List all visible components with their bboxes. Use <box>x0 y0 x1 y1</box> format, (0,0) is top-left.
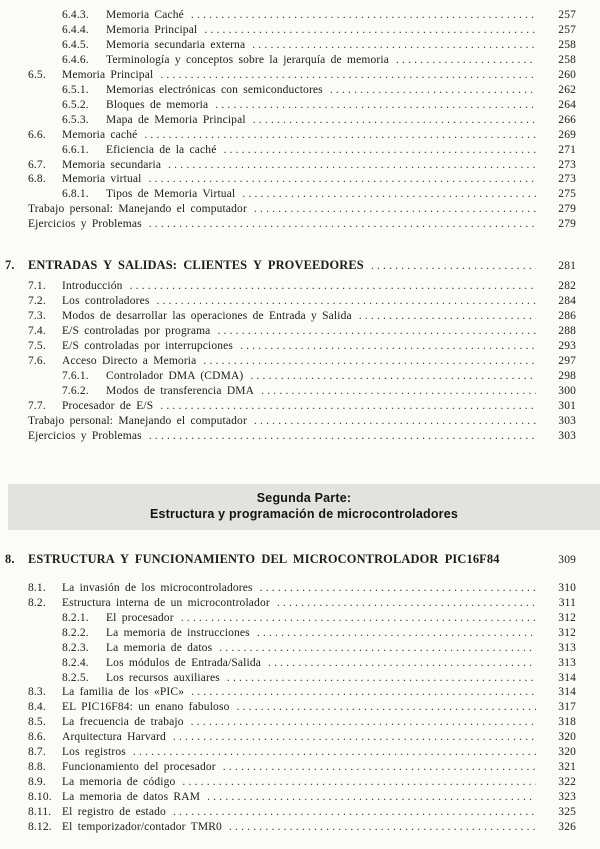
toc-row <box>0 700 600 715</box>
toc-row <box>0 760 600 775</box>
toc-row <box>0 399 600 414</box>
entry-page: 286 <box>558 310 576 323</box>
entry-title: La memoria de datos RAM <box>62 791 201 804</box>
entry-number: 7.5. <box>28 340 46 353</box>
entry-number: 8.10. <box>28 791 52 804</box>
dot-leader <box>268 656 536 671</box>
entry-page: 273 <box>558 158 576 171</box>
entry-title: Memoria Principal <box>62 68 154 81</box>
chapter-heading <box>0 257 600 275</box>
dot-leader <box>144 128 536 143</box>
entry-number: 6.6.1. <box>62 143 89 156</box>
toc-row <box>0 685 600 700</box>
toc-row <box>0 324 600 339</box>
dot-leader <box>217 324 536 339</box>
entry-number: 7.4. <box>28 325 46 338</box>
entry-page: 312 <box>558 611 576 624</box>
toc-row <box>0 172 600 187</box>
toc-row <box>0 68 600 83</box>
chapter7-entries <box>0 279 600 443</box>
entry-title: Trabajo personal: Manejando el computador <box>28 203 247 216</box>
entry-title: Memoria Principal <box>106 23 198 36</box>
entry-title: Los módulos de Entrada/Salida <box>106 656 261 669</box>
entry-title: Los recursos auxiliares <box>106 671 220 684</box>
entry-number: 7.1. <box>28 280 46 293</box>
entry-title: Los registros <box>62 746 126 759</box>
entry-number: 8.4. <box>28 701 46 714</box>
toc-row <box>0 730 600 745</box>
entry-title: Los controladores <box>62 295 150 308</box>
dot-leader <box>191 715 536 730</box>
toc-row <box>0 339 600 354</box>
entry-title: Terminología y conceptos sobre la jerarquía de memoria <box>106 53 389 66</box>
entry-page: 257 <box>558 9 576 21</box>
toc-row <box>0 790 600 805</box>
dot-leader <box>149 217 536 232</box>
entry-title: La invasión de los microcontroladores <box>62 581 253 594</box>
dot-leader <box>191 8 536 23</box>
dot-leader <box>215 98 536 113</box>
toc-row <box>0 384 600 399</box>
dot-leader <box>254 414 536 429</box>
entry-page: 258 <box>558 53 576 66</box>
part-divider-line1: Segunda Parte: <box>256 490 352 505</box>
dot-leader <box>229 820 536 835</box>
toc-row <box>0 23 600 38</box>
entry-number: 7. <box>5 258 15 273</box>
entry-title: Eficiencia de la caché <box>106 143 217 156</box>
entry-page: 317 <box>558 701 576 714</box>
entry-title: Controlador DMA (CDMA) <box>106 370 244 383</box>
entry-title: La frecuencia de trabajo <box>62 716 184 729</box>
entry-number: 6.5.2. <box>62 98 89 111</box>
toc-row <box>0 53 600 68</box>
entry-number: 6.8.1. <box>62 188 89 201</box>
dot-leader <box>261 384 536 399</box>
toc-row <box>0 641 600 656</box>
entry-number: 8.12. <box>28 821 52 834</box>
entry-page: 318 <box>558 716 576 729</box>
toc-row <box>0 611 600 626</box>
entry-page: 313 <box>558 641 576 654</box>
dot-leader <box>160 68 536 83</box>
entry-title: E/S controladas por interrupciones <box>62 340 234 353</box>
toc-row <box>0 83 600 98</box>
toc-row <box>0 128 600 143</box>
entry-page: 320 <box>558 746 576 759</box>
entry-number: 8.7. <box>28 746 46 759</box>
entry-page: 288 <box>558 325 576 338</box>
entry-page: 326 <box>558 821 576 834</box>
entry-number: 8.1. <box>28 581 46 594</box>
entry-title: Modos de transferencia DMA <box>106 384 255 397</box>
entry-title: La memoria de datos <box>106 641 213 654</box>
dot-leader <box>359 309 536 324</box>
toc-row <box>0 656 600 671</box>
dot-leader <box>227 671 536 686</box>
entry-number: 7.6. <box>28 355 46 368</box>
entry-page: 264 <box>558 98 576 111</box>
entry-page: 279 <box>558 203 576 216</box>
entry-page: 279 <box>558 218 576 231</box>
dot-leader <box>203 354 536 369</box>
entry-page: 275 <box>558 188 576 201</box>
entry-number: 7.3. <box>28 310 46 323</box>
dot-leader <box>252 38 536 53</box>
entry-page: 323 <box>558 791 576 804</box>
dot-leader <box>250 369 536 384</box>
toc-row <box>0 113 600 128</box>
toc-row <box>0 158 600 173</box>
chapter-heading <box>0 551 600 569</box>
entry-title: Procesador de E/S <box>62 399 154 412</box>
toc-row <box>0 429 600 444</box>
dot-leader <box>257 626 536 641</box>
entry-page: 313 <box>558 656 576 669</box>
toc-row <box>0 202 600 217</box>
dot-leader <box>277 596 536 611</box>
entry-number: 6.5. <box>28 68 46 81</box>
toc-row <box>0 745 600 760</box>
chapter6-entries <box>0 8 600 232</box>
entry-page: 284 <box>558 295 576 308</box>
entry-title: Trabajo personal: Manejando el computador <box>28 414 247 427</box>
dot-leader <box>191 685 536 700</box>
entry-number: 8.11. <box>28 806 52 819</box>
entry-number: 6.6. <box>28 128 46 141</box>
entry-page: 312 <box>558 626 576 639</box>
entry-title: Ejercicios y Problemas <box>28 429 142 442</box>
entry-page: 282 <box>558 280 576 293</box>
entry-title: Memoria virtual <box>62 173 142 186</box>
entry-page: 271 <box>558 143 576 156</box>
entry-page: 325 <box>558 806 576 819</box>
entry-number: 6.5.1. <box>62 83 89 96</box>
dot-leader <box>330 83 536 98</box>
dot-leader <box>204 23 536 38</box>
dot-leader <box>156 294 536 309</box>
part-divider-line2: Estructura y programación de microcontroladores <box>149 507 459 522</box>
toc-row <box>0 626 600 641</box>
dot-leader <box>173 730 536 745</box>
dot-leader <box>240 339 536 354</box>
entry-number: 6.7. <box>28 158 46 171</box>
entry-number: 7.6.2. <box>62 384 89 397</box>
toc-row <box>0 8 600 23</box>
toc-row <box>0 187 600 202</box>
entry-title: Estructura interna de un microcontrolador <box>62 596 270 609</box>
entry-title: Memoria Caché <box>106 9 184 21</box>
entry-number: 8.2.5. <box>62 671 89 684</box>
toc-row <box>0 414 600 429</box>
entry-number: 8.5. <box>28 716 46 729</box>
entry-page: 269 <box>558 128 576 141</box>
entry-page: 300 <box>558 384 576 397</box>
entry-page: 303 <box>558 414 576 427</box>
entry-number: 8.2.4. <box>62 656 89 669</box>
toc-row <box>0 354 600 369</box>
toc-row <box>0 805 600 820</box>
entry-page: 257 <box>558 23 576 36</box>
toc-row <box>0 775 600 790</box>
entry-title: ENTRADAS Y SALIDAS: CLIENTES Y PROVEEDORES <box>28 258 364 273</box>
dot-leader <box>168 158 536 173</box>
entry-number: 6.4.5. <box>62 38 89 51</box>
entry-page: 314 <box>558 671 576 684</box>
entry-title: Memorias electrónicas con semiconductores <box>106 83 323 96</box>
chapter8-entries <box>0 581 600 835</box>
toc-row <box>0 143 600 158</box>
entry-title: Arquitectura Harvard <box>62 731 166 744</box>
entry-page: 298 <box>558 370 576 383</box>
dot-leader <box>260 581 536 596</box>
toc-row <box>0 294 600 309</box>
dot-leader <box>219 641 536 656</box>
entry-title: Memoria secundaria externa <box>106 38 246 51</box>
dot-leader <box>149 429 536 444</box>
toc-row <box>0 279 600 294</box>
entry-number: 6.4.3. <box>62 9 89 21</box>
entry-page: 260 <box>558 68 576 81</box>
entry-page: 303 <box>558 429 576 442</box>
entry-number: 8. <box>5 551 15 566</box>
dot-leader <box>223 760 536 775</box>
toc-row <box>0 596 600 611</box>
entry-number: 6.4.4. <box>62 23 89 36</box>
entry-page: 309 <box>558 553 576 566</box>
dot-leader <box>371 257 536 275</box>
entry-title: La memoria de código <box>62 776 176 789</box>
entry-number: 8.2. <box>28 596 46 609</box>
dot-leader <box>182 775 536 790</box>
dot-leader <box>149 172 537 187</box>
entry-number: 8.2.1. <box>62 611 89 624</box>
dot-leader <box>130 279 536 294</box>
entry-title: El procesador <box>106 611 174 624</box>
entry-title: Bloques de memoria <box>106 98 209 111</box>
entry-title: El registro de estado <box>62 806 166 819</box>
entry-page: 320 <box>558 731 576 744</box>
dot-leader <box>207 790 536 805</box>
entry-page: 262 <box>558 83 576 96</box>
entry-title: Mapa de Memoria Principal <box>106 113 246 126</box>
entry-number: 6.4.6. <box>62 53 89 66</box>
entry-page: 321 <box>558 761 576 774</box>
dot-leader <box>242 187 536 202</box>
entry-number: 8.2.3. <box>62 641 89 654</box>
entry-number: 6.8. <box>28 173 46 186</box>
entry-page: 293 <box>558 340 576 353</box>
toc-row <box>0 217 600 232</box>
entry-page: 322 <box>558 776 576 789</box>
entry-page: 281 <box>558 260 576 273</box>
toc-row <box>0 369 600 384</box>
entry-title: E/S controladas por programa <box>62 325 211 338</box>
part-divider-banner <box>8 484 600 530</box>
dot-leader <box>223 143 536 158</box>
entry-title: La familia de los «PIC» <box>62 686 185 699</box>
entry-page: 310 <box>558 581 576 594</box>
dot-leader <box>253 113 536 128</box>
dot-leader <box>236 700 536 715</box>
entry-number: 8.2.2. <box>62 626 89 639</box>
dot-leader <box>133 745 536 760</box>
entry-title: ESTRUCTURA Y FUNCIONAMIENTO DEL MICROCONTROLADOR PIC16F84 <box>28 551 500 566</box>
dot-leader <box>173 805 536 820</box>
entry-page: 314 <box>558 686 576 699</box>
entry-page: 297 <box>558 355 576 368</box>
entry-number: 7.7. <box>28 399 46 412</box>
entry-title: Funcionamiento del procesador <box>62 761 216 774</box>
entry-page: 258 <box>558 38 576 51</box>
dot-leader <box>181 611 536 626</box>
entry-number: 7.2. <box>28 295 46 308</box>
entry-title: Modos de desarrollar las operaciones de Entrada y Salida <box>62 310 352 323</box>
toc-row <box>0 38 600 53</box>
entry-page: 311 <box>558 596 576 609</box>
entry-number: 8.3. <box>28 686 46 699</box>
entry-page: 301 <box>558 399 576 412</box>
dot-leader <box>396 53 536 68</box>
entry-number: 6.5.3. <box>62 113 89 126</box>
entry-title: Memoria secundaria <box>62 158 162 171</box>
entry-page: 273 <box>558 173 576 186</box>
entry-number: 7.6.1. <box>62 370 89 383</box>
entry-page: 266 <box>558 113 576 126</box>
entry-number: 8.9. <box>28 776 46 789</box>
entry-title: El temporizador/contador TMR0 <box>62 821 222 834</box>
entry-title: Memoria caché <box>62 128 138 141</box>
dot-leader <box>254 202 536 217</box>
dot-leader <box>160 399 536 414</box>
toc-row <box>0 581 600 596</box>
entry-title: EL PIC16F84: un enano fabuloso <box>62 701 230 714</box>
entry-title: Tipos de Memoria Virtual <box>106 188 236 201</box>
toc-row <box>0 715 600 730</box>
entry-title: Acceso Directo a Memoria <box>62 355 197 368</box>
entry-title: La memoria de instrucciones <box>106 626 250 639</box>
toc-row <box>0 309 600 324</box>
entry-number: 8.8. <box>28 761 46 774</box>
entry-title: Introducción <box>62 280 123 293</box>
toc-row <box>0 820 600 835</box>
toc-row <box>0 98 600 113</box>
toc-row <box>0 671 600 686</box>
entry-title: Ejercicios y Problemas <box>28 218 142 231</box>
entry-number: 8.6. <box>28 731 46 744</box>
